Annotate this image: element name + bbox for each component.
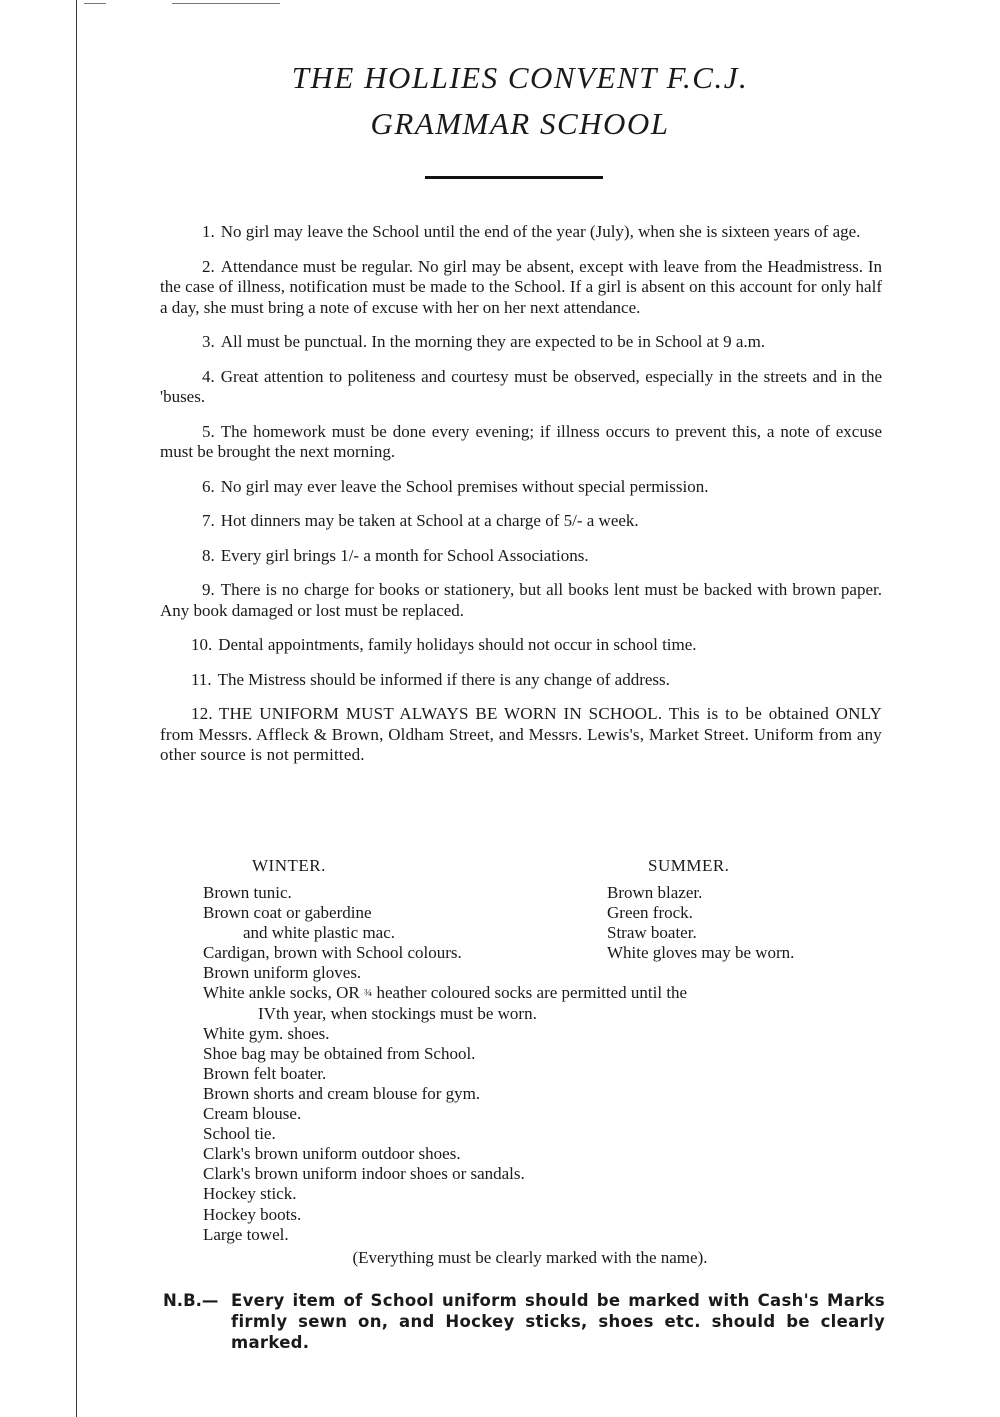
rule-number: 8. <box>202 545 215 565</box>
rule-item <box>160 580 882 621</box>
rule-item <box>160 257 882 319</box>
winter-item: White gym. shoes. <box>203 1023 330 1043</box>
rule-item <box>160 222 882 243</box>
rule-item <box>160 546 882 567</box>
rule-number: 7. <box>202 511 215 530</box>
rule-text: Great attention to politeness and courtesy must be observed, especially in the streets and in the 'buses. <box>160 366 882 406</box>
winter-item: Brown tunic. <box>203 883 292 902</box>
rule-number: 6. <box>202 476 215 496</box>
winter-item: Brown shorts and cream blouse for gym. <box>203 1083 481 1103</box>
summer-uniform-list <box>607 883 867 963</box>
rules-list <box>160 222 882 780</box>
rule-text: Attendance must be regular. No girl may be absent, except with leave from the Headmistress. In the case of illness, notification must be made to the School. If a girl is absent on this account for only half a day, she must bring a note of excuse with her on her next attendance. <box>160 256 882 317</box>
winter-item: Hockey boots. <box>203 1204 302 1224</box>
rule-number: 4. <box>202 366 215 386</box>
rule-item <box>160 367 882 408</box>
winter-item: Clark's brown uniform indoor shoes or sandals. <box>203 1164 525 1184</box>
winter-item: Brown coat or gaberdine <box>203 903 372 923</box>
nota-bene-label: N.B.— <box>163 1291 219 1310</box>
summer-item: Straw boater. <box>607 923 697 943</box>
winter-item-text: heather coloured socks are permitted until the <box>376 983 688 1003</box>
rule-text: No girl may ever leave the School premises without special permission. <box>220 476 709 496</box>
top-rule-left <box>84 3 106 4</box>
winter-item: Cardigan, brown with School colours. <box>203 943 462 963</box>
winter-item: Large towel. <box>203 1224 289 1244</box>
winter-item: Brown felt boater. <box>203 1063 327 1083</box>
rule-item <box>160 511 882 532</box>
rule-text: The homework must be done every evening; if illness occurs to prevent this, a note of excuse must be brought the next morning. <box>160 421 882 461</box>
title-divider <box>425 176 603 179</box>
rule-item <box>160 477 882 498</box>
rule-text: All must be punctual. In the morning they are expected to be in School at 9 a.m. <box>220 332 766 351</box>
rule-text: No girl may leave the School until the end of the year (July), when she is sixteen years of age. <box>220 222 861 241</box>
document-title-line2: GRAMMAR SCHOOL <box>370 106 670 141</box>
rule-number: 11. <box>191 669 212 689</box>
winter-item: Brown uniform gloves. <box>203 963 362 983</box>
winter-item-continuation: IVth year, when stockings must be worn. <box>258 1003 537 1023</box>
page-edge-line <box>76 0 77 1417</box>
rule-text: Dental appointments, family holidays should not occur in school time. <box>218 635 697 654</box>
summer-item: Brown blazer. <box>607 883 703 902</box>
marking-note: (Everything must be clearly marked with the name). <box>352 1248 708 1267</box>
rule-text: There is no charge for books or stationery, but all books lent must be backed with brown paper. Any book damaged or lost must be replaced. <box>160 580 882 620</box>
summer-item: Green frock. <box>607 903 693 923</box>
top-rule-right <box>172 3 280 4</box>
winter-item <box>203 983 885 1023</box>
winter-item-text: White ankle socks, OR <box>203 983 360 1003</box>
winter-item: Hockey stick. <box>203 1184 297 1204</box>
rule-item <box>160 635 882 656</box>
winter-item: School tie. <box>203 1124 276 1144</box>
winter-item: and white plastic mac. <box>243 923 396 943</box>
rule-number: 10. <box>191 635 213 654</box>
winter-item: Shoe bag may be obtained from School. <box>203 1043 476 1063</box>
fraction-three-quarters: ¾ <box>364 987 373 1000</box>
winter-item: Clark's brown uniform outdoor shoes. <box>203 1144 461 1164</box>
rule-item <box>160 704 882 766</box>
rule-number: 9. <box>202 580 215 599</box>
rule-text: The Mistress should be informed if there is any change of address. <box>217 669 670 689</box>
winter-heading: WINTER. <box>252 856 326 875</box>
rule-item <box>160 670 882 691</box>
rule-number: 5. <box>202 421 215 441</box>
winter-item: Cream blouse. <box>203 1104 302 1124</box>
rule-item <box>160 422 882 463</box>
rule-text: Hot dinners may be taken at School at a charge of 5/- a week. <box>220 511 639 530</box>
summer-item: White gloves may be worn. <box>607 943 795 963</box>
rule-number: 1. <box>202 222 215 241</box>
rule-number: 2. <box>202 256 215 276</box>
rule-item <box>160 332 882 353</box>
summer-heading: SUMMER. <box>648 856 730 875</box>
document-title-line1: THE HOLLIES CONVENT F.C.J. <box>291 60 749 95</box>
rule-text: THE UNIFORM MUST ALWAYS BE WORN IN SCHOOL. This is to be obtained ONLY from Messrs. Affleck & Brown, Oldham Street, and Messrs. Lewis's, Market Street. Uniform from any other source is not permitted. <box>160 704 882 764</box>
rule-number: 3. <box>202 332 215 351</box>
nota-bene-text: Every item of School uniform should be marked with Cash's Marks firmly sewn on, and Hockey sticks, shoes etc. should be clearly marked. <box>231 1291 885 1352</box>
rule-text: Every girl brings 1/- a month for School Associations. <box>220 545 589 565</box>
rule-number: 12. <box>191 704 213 723</box>
nota-bene <box>163 1290 885 1353</box>
